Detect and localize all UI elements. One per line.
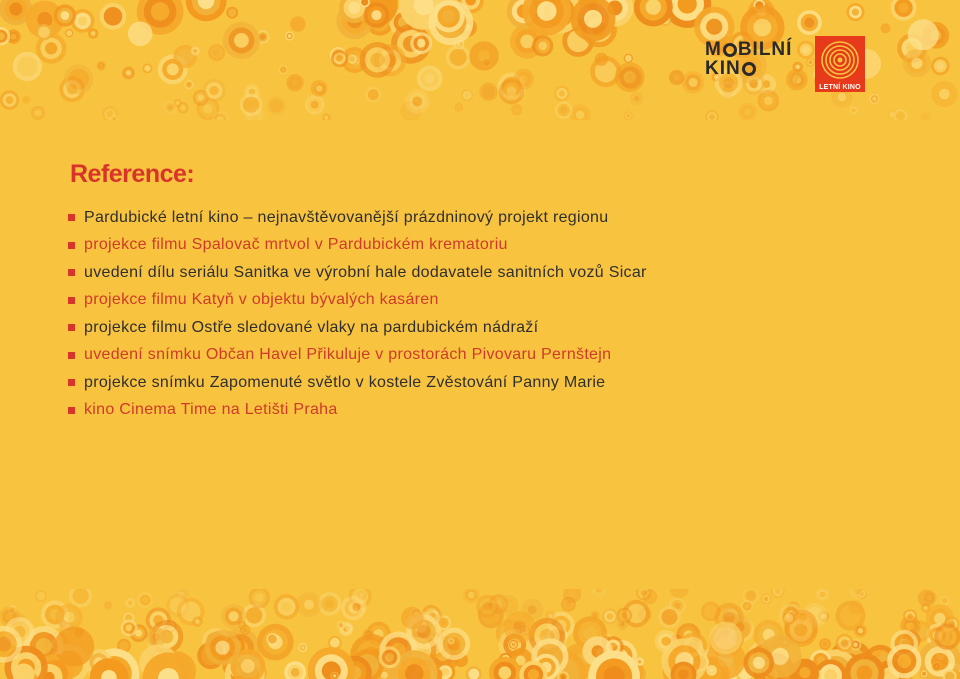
list-item-text: kino Cinema Time na Letišti Praha bbox=[84, 401, 338, 419]
list-item bbox=[68, 342, 647, 370]
list-item-text: uvedení snímku Občan Havel Přikuluje v prostorách Pivovaru Pernštejn bbox=[84, 346, 612, 364]
list-item bbox=[68, 314, 647, 342]
list-item bbox=[68, 259, 647, 287]
bullet-square-icon bbox=[68, 324, 75, 331]
page-title: Reference: bbox=[70, 160, 195, 188]
film-reel-icon bbox=[723, 43, 737, 57]
list-item bbox=[68, 232, 647, 260]
film-reel-icon bbox=[742, 62, 756, 76]
bullet-square-icon bbox=[68, 379, 75, 386]
bullet-square-icon bbox=[68, 407, 75, 414]
bottom-circle-pattern bbox=[0, 589, 960, 679]
logo-text-kin: KIN bbox=[705, 58, 741, 79]
bullet-square-icon bbox=[68, 242, 75, 249]
list-item-text: projekce snímku Zapomenuté světlo v kostele Zvěstování Panny Marie bbox=[84, 373, 606, 391]
mobilni-kino-logo bbox=[705, 40, 792, 78]
list-item-text: projekce filmu Ostře sledované vlaky na pardubickém nádraží bbox=[84, 318, 539, 336]
bullet-square-icon bbox=[68, 269, 75, 276]
bullet-square-icon bbox=[68, 214, 75, 221]
list-item-text: projekce filmu Spalovač mrtvol v Pardubickém krematoriu bbox=[84, 236, 508, 254]
letni-kino-badge bbox=[815, 36, 865, 92]
sunburst-icon bbox=[815, 36, 865, 82]
logo-text-bilni: BILNÍ bbox=[737, 39, 793, 60]
bullet-square-icon bbox=[68, 352, 75, 359]
reference-list bbox=[68, 204, 647, 424]
list-item-text: uvedení dílu seriálu Sanitka ve výrobní hale dodavatele sanitních vozů Sicar bbox=[84, 263, 647, 281]
list-item-text: Pardubické letní kino – nejnavštěvovanější prázdninový projekt regionu bbox=[84, 208, 609, 226]
bullet-square-icon bbox=[68, 297, 75, 304]
list-item bbox=[68, 204, 647, 232]
list-item bbox=[68, 287, 647, 315]
list-item-text: projekce filmu Katyň v objektu bývalých kasáren bbox=[84, 291, 439, 309]
logo-text-m: M bbox=[705, 39, 722, 60]
list-item bbox=[68, 369, 647, 397]
list-item bbox=[68, 397, 647, 425]
badge-label: LETNÍ KINO bbox=[819, 84, 861, 91]
